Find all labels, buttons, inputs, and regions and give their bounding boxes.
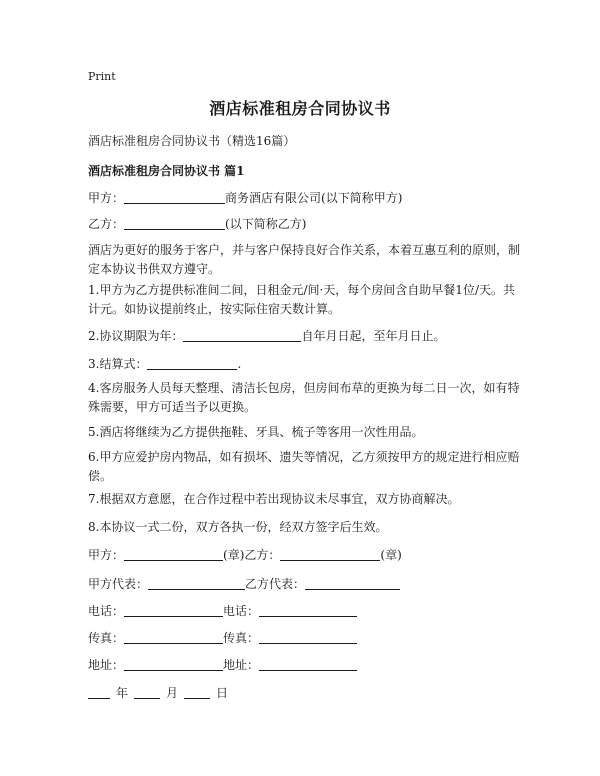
address-line: [88, 656, 357, 673]
clause-8: 8.本协议一式二份，双方各执一份，经双方签字后生效。: [88, 520, 388, 534]
phone-b-label: 电话：: [223, 604, 260, 618]
sign-a-seal: (章)乙方：: [223, 548, 281, 562]
rep-a-label: 甲方代表：: [88, 577, 149, 591]
fax-b-blank[interactable]: [259, 630, 357, 644]
rep-b-blank[interactable]: [305, 576, 400, 590]
month-label: 月: [166, 686, 179, 700]
month-blank[interactable]: [134, 685, 160, 699]
phone-line: [88, 602, 357, 619]
year-label: 年: [116, 686, 129, 700]
phone-a-label: 电话：: [88, 604, 125, 618]
clause-3-blank[interactable]: [147, 356, 237, 370]
party-b-blank[interactable]: [124, 216, 225, 230]
party-b-label: 乙方：: [88, 217, 125, 231]
clause-3-suffix: .: [237, 357, 242, 371]
clause-2-blank[interactable]: [183, 328, 301, 342]
section-heading: 酒店标准租房合同协议书 篇1: [88, 164, 245, 178]
date-line: [88, 684, 234, 701]
clause-3-prefix: 3.结算式：: [88, 357, 148, 371]
document-subtitle: 酒店标准租房合同协议书（精选16篇）: [88, 134, 296, 148]
phone-b-blank[interactable]: [259, 603, 357, 617]
party-b-line: [88, 215, 306, 232]
party-b-suffix: (以下简称乙方): [225, 217, 307, 231]
clause-5: 5.酒店将继续为乙方提供拖鞋、牙具、梳子等客用一次性用品。: [88, 425, 424, 439]
day-label: 日: [216, 686, 229, 700]
sign-b-seal: (章): [380, 548, 402, 562]
fax-a-label: 传真：: [88, 631, 125, 645]
clause-7: 7.根据双方意愿，在合作过程中若出现协议未尽事宜，双方协商解决。: [88, 492, 460, 506]
addr-a-label: 地址：: [88, 658, 125, 672]
party-a-label: 甲方：: [88, 191, 125, 205]
intro-paragraph: 酒店为更好的服务于客户，并与客户保持良好合作关系，本着互惠互利的原则，制定本协议书供双方遵守。: [88, 243, 521, 276]
day-blank[interactable]: [184, 685, 210, 699]
page-title: 酒店标准租房合同协议书: [209, 99, 391, 118]
addr-b-blank[interactable]: [259, 657, 357, 671]
clause-3: [88, 355, 241, 372]
sign-b-blank[interactable]: [280, 547, 380, 561]
fax-line: [88, 629, 357, 646]
clause-1: 1.甲方为乙方提供标准间二间，日租金元/间·天，每个房间含自助早餐1位/天。共计元。如协议提前终止，按实际住宿天数计算。: [88, 283, 515, 316]
representative-line: [88, 575, 400, 592]
signature-party-line: [88, 546, 402, 563]
rep-b-label: 乙方代表：: [245, 577, 306, 591]
clause-2-suffix: 自年月日起，至年月日止。: [301, 329, 446, 343]
year-blank[interactable]: [88, 685, 110, 699]
party-a-line: [88, 189, 402, 206]
fax-a-blank[interactable]: [124, 630, 223, 644]
clause-6: 6.甲方应爱护房内物品，如有损坏、遗失等情况，乙方须按甲方的规定进行相应赔偿。: [88, 450, 520, 483]
phone-a-blank[interactable]: [124, 603, 223, 617]
clause-4: 4.客房服务人员每天整理、清洁长包房，但房间布草的更换为每二日一次，如有特殊需要，甲方可适当予以更换。: [88, 381, 520, 414]
sign-a-blank[interactable]: [124, 547, 223, 561]
party-a-suffix: 商务酒店有限公司(以下简称甲方): [225, 191, 403, 205]
print-link[interactable]: Print: [88, 70, 116, 83]
sign-a-label: 甲方：: [88, 548, 125, 562]
clause-2-prefix: 2.协议期限为年：: [88, 329, 184, 343]
addr-a-blank[interactable]: [124, 657, 223, 671]
fax-b-label: 传真：: [223, 631, 260, 645]
clause-2: [88, 327, 445, 344]
party-a-blank[interactable]: [124, 190, 225, 204]
addr-b-label: 地址：: [223, 658, 260, 672]
rep-a-blank[interactable]: [148, 576, 245, 590]
